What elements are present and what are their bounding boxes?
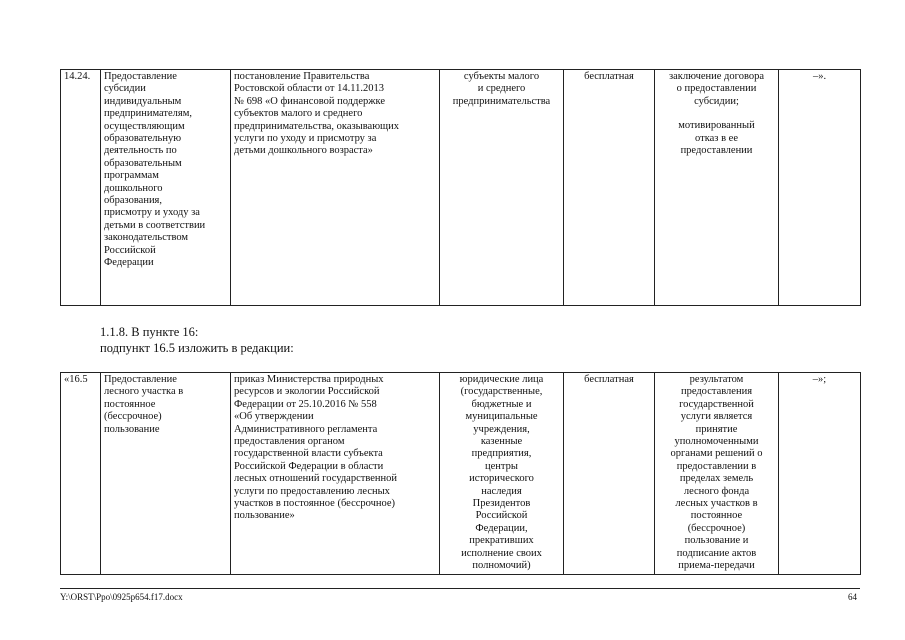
text-line: «Об утверждении (234, 411, 314, 423)
text-line: приема-передачи (678, 560, 755, 572)
text-line: Административного регламента (234, 423, 378, 435)
text-line: предоставлении в (676, 460, 757, 472)
text-line: Российской (104, 244, 156, 256)
text-line: субъектов малого и среднего (234, 108, 363, 120)
text-line: № 698 «О финансовой поддержке (234, 95, 386, 107)
text-line: детьми дошкольного возраста» (234, 145, 373, 157)
text-line: пределах земель (679, 473, 754, 485)
text-line: и среднего (477, 83, 526, 95)
text-line: участков в постоянное (бессрочное) (234, 498, 396, 510)
text-line: бюджетные и (471, 398, 532, 410)
text-line: дошкольного (104, 182, 163, 194)
text-line: постоянное (104, 398, 156, 410)
text-line: индивидуальным (104, 95, 182, 107)
text-line: уполномоченными (674, 436, 759, 448)
payment: бесплатная (564, 373, 655, 575)
text-line: постоянное (690, 510, 743, 522)
recipients (440, 373, 564, 575)
text-line: юридические лица (459, 374, 544, 385)
table-forest-plot (60, 372, 861, 575)
recipients (440, 70, 564, 306)
text-line: Президентов (472, 498, 531, 510)
legal-basis (231, 70, 440, 306)
row-end: –»; (779, 373, 861, 575)
text-line: предпринимательства, оказывающих (234, 120, 400, 132)
text-line: приказ Министерства природных (234, 374, 384, 385)
text-line: осуществляющим (104, 120, 185, 132)
text-line: принятие (695, 423, 738, 435)
section-heading (100, 325, 294, 356)
text-line: услуги по уходу и присмотру за (234, 133, 377, 145)
text-line: прекративших (469, 535, 534, 547)
text-line: Федерации, (475, 522, 528, 534)
payment: бесплатная (564, 70, 655, 306)
table-subsidy (60, 69, 861, 306)
text-line: предпринимателям, (104, 108, 193, 120)
text-line: исполнение своих (461, 547, 542, 559)
service-name (101, 70, 231, 306)
row-number: «16.5 (61, 373, 101, 575)
text-line: предоставления (680, 386, 753, 398)
text-line: присмотру и уходу за (104, 207, 200, 219)
table-row (61, 70, 861, 306)
footer-file-path: Y:\ORST\Ppo\0925p654.f17.docx (60, 592, 183, 602)
text-line: наследия (481, 485, 522, 497)
text-line: (бессрочное) (104, 411, 162, 423)
text-line: законодательством (104, 232, 189, 244)
text-line: (бессрочное) (687, 522, 746, 534)
text-line: субъекты малого (463, 71, 540, 82)
text-line: образования, (104, 195, 163, 207)
text-line: государственной власти субъекта (234, 448, 383, 460)
text-line: полномочий) (472, 560, 531, 572)
text-line: пользование (104, 423, 160, 435)
text-line: центры (485, 460, 518, 472)
text-line: исторического (469, 473, 534, 485)
text-line: Предоставление (104, 374, 177, 385)
text-line: Российской Федерации в области (234, 460, 384, 472)
text-line: лесных участков в (675, 498, 758, 510)
page-number: 64 (848, 592, 857, 602)
text-line: Федерации от 25.10.2016 № 558 (234, 398, 377, 410)
text-line: о предоставлении (676, 83, 757, 95)
text-line: детьми в соответствии (104, 219, 206, 231)
text-line: лесного фонда (683, 485, 750, 497)
text-line: предприятия, (471, 448, 532, 460)
text-line: услуги по предоставлению лесных (234, 485, 390, 497)
row-end: –». (779, 70, 861, 306)
text-line: субсидии (104, 83, 146, 95)
row-number: 14.24. (61, 70, 101, 306)
text-line: подписание актов (676, 547, 757, 559)
text-line: постановление Правительства (234, 71, 370, 82)
text-line: отказ в ее (695, 132, 738, 144)
text-line: учреждения, (473, 423, 530, 435)
text-line: субсидии; (694, 95, 739, 107)
text-line: ресурсов и экологии Российской (234, 386, 380, 398)
text-line: органами решений о (670, 448, 763, 460)
text-line: муниципальные (465, 411, 538, 423)
text-line: лесного участка в (104, 386, 184, 398)
text-line: образовательным (104, 157, 182, 169)
legal-basis (231, 373, 440, 575)
text-line: услуги является (680, 411, 753, 423)
text-line: заключение договора (669, 71, 764, 82)
text-line: деятельность по (104, 145, 177, 157)
text-line: образовательную (104, 133, 182, 145)
text-line: программам (104, 170, 159, 182)
text-line: государственной (679, 398, 754, 410)
text-line: Ростовской области от 14.11.2013 (234, 83, 384, 95)
text-line: пользование и (684, 535, 749, 547)
footer-divider (60, 588, 860, 589)
text-line: предоставлении (680, 145, 753, 157)
clause-line: 1.1.8. В пункте 16: (100, 325, 199, 339)
clause-line: подпункт 16.5 изложить в редакции: (100, 340, 294, 355)
text-line: Предоставление (104, 71, 177, 82)
service-name (101, 373, 231, 575)
text-line: Российской (475, 510, 528, 522)
text-line: предпринимательства (452, 95, 551, 107)
text-line: результатом (689, 374, 744, 385)
text-line: Федерации (104, 257, 154, 269)
text-line: лесных отношений государственной (234, 473, 398, 485)
text-line: мотивированный (678, 120, 755, 132)
result (655, 70, 779, 306)
text-line: (государственные, (460, 386, 543, 398)
text-line: пользование» (234, 510, 295, 522)
result (655, 373, 779, 575)
text-line: предоставления органом (234, 436, 345, 448)
table-row (61, 373, 861, 575)
text-line: казенные (480, 436, 523, 448)
spacer (658, 108, 775, 120)
